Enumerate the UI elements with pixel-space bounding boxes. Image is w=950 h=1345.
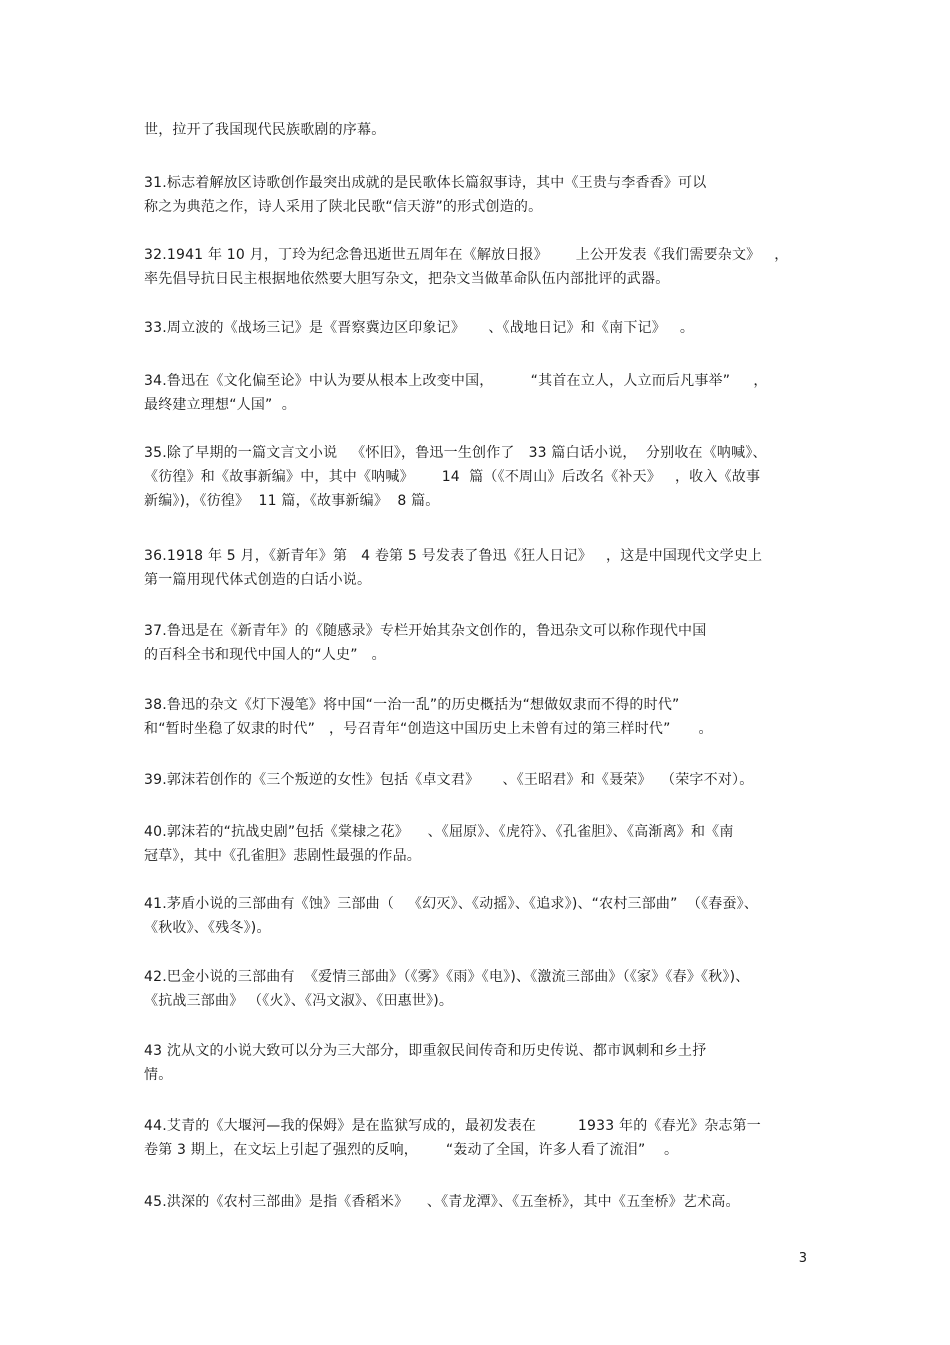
text-line: 39.郭沫若创作的《三个叛逆的女性》包括《卓文君》 、《王昭君》和《聂荣》 （荣字不对）。 [144,772,754,788]
text-line: 卷第 3 期上，在文坛上引起了强烈的反响， “轰动了全国，许多人看了流泪” 。 [144,1142,679,1158]
text-line: 35.除了早期的一篇文言文小说 《怀旧》，鲁迅一生创作了 33 篇白话小说， 分别收在《呐喊》、 [144,445,767,461]
text-line: 37.鲁迅是在《新青年》的《随感录》专栏开始其杂文创作的，鲁迅杂文可以称作现代中国 [144,623,707,639]
text-line: 40.郭沫若的“抗战史剧”包括《棠棣之花》 、《屈原》、《虎符》、《孔雀胆》、《高渐离》和《南 [144,824,734,840]
text-line: 冠草》，其中《孔雀胆》悲剧性最强的作品。 [144,848,421,864]
text-line: 41.茅盾小说的三部曲有《蚀》三部曲（ 《幻灭》、《动摇》、《追求》)、“农村三部曲” （《春蚕》、 [144,896,759,912]
text-line: 称之为典范之作，诗人采用了陕北民歌“信天游”的形式创造的。 [144,199,543,215]
text-line: 45.洪深的《农村三部曲》是指《香稻米》 、《青龙潭》、《五奎桥》，其中《五奎桥》艺术高。 [144,1194,740,1210]
page-number: 3 [798,1251,807,1266]
text-line: 42.巴金小说的三部曲有 《爱情三部曲》（《雾》《雨》《电》)、《激流三部曲》（《家》《春》《秋》)、 [144,969,750,985]
text-line: 36.1918 年 5 月，《新青年》第 4 卷第 5 号发表了鲁迅《狂人日记》 ，这是中国现代文学史上 [144,548,763,564]
text-line: 最终建立理想“人国” 。 [144,397,297,413]
text-line: 情。 [144,1067,173,1083]
text-line: 《抗战三部曲》 （《火》、《冯文淑》、《田惠世》)。 [144,993,454,1009]
text-line: 世，拉开了我国现代民族歌剧的序幕。 [144,122,386,138]
text-line: 的百科全书和现代中国人的“人史” 。 [144,647,386,663]
text-line: 第一篇用现代体式创造的白话小说。 [144,572,372,588]
text-line: 34.鲁迅在《文化偏至论》中认为要从根本上改变中国， “其首在立人，人立而后凡事举” ， [144,373,768,389]
text-line: 和“暂时坐稳了奴隶的时代” ，号召青年“创造这中国历史上未曾有过的第三样时代” 。 [144,721,713,737]
text-line: 44.艾青的《大堰河—我的保姆》是在监狱写成的，最初发表在 1933 年的《春光》杂志第一 [144,1118,761,1134]
text-line: 31.标志着解放区诗歌创作最突出成就的是民歌体长篇叙事诗，其中《王贵与李香香》可以 [144,175,707,191]
text-line: 《彷徨》和《故事新编》中，其中《呐喊》 14 篇（《不周山》后改名《补天》 ，收入《故事 [144,469,761,485]
text-line: 32.1941 年 10 月，丁玲为纪念鲁迅逝世五周年在《解放日报》 上公开发表《我们需要杂文》 ， [144,247,789,263]
text-line: 率先倡导抗日民主根据地依然要大胆写杂文，把杂文当做革命队伍内部批评的武器。 [144,271,670,287]
text-line: 33.周立波的《战场三记》是《晋察冀边区印象记》 、《战地日记》和《南下记》 。 [144,320,695,336]
text-line: 43 沈从文的小说大致可以分为三大部分，即重叙民间传奇和历史传说、都市讽刺和乡土抒 [144,1043,707,1059]
text-line: 《秋收》、《残冬》)。 [144,920,271,936]
text-line: 新编》)，《彷徨》 11 篇，《故事新编》 8 篇。 [144,493,440,509]
text-line: 38.鲁迅的杂文《灯下漫笔》将中国“一治一乱”的历史概括为“想做奴隶而不得的时代” [144,697,680,713]
